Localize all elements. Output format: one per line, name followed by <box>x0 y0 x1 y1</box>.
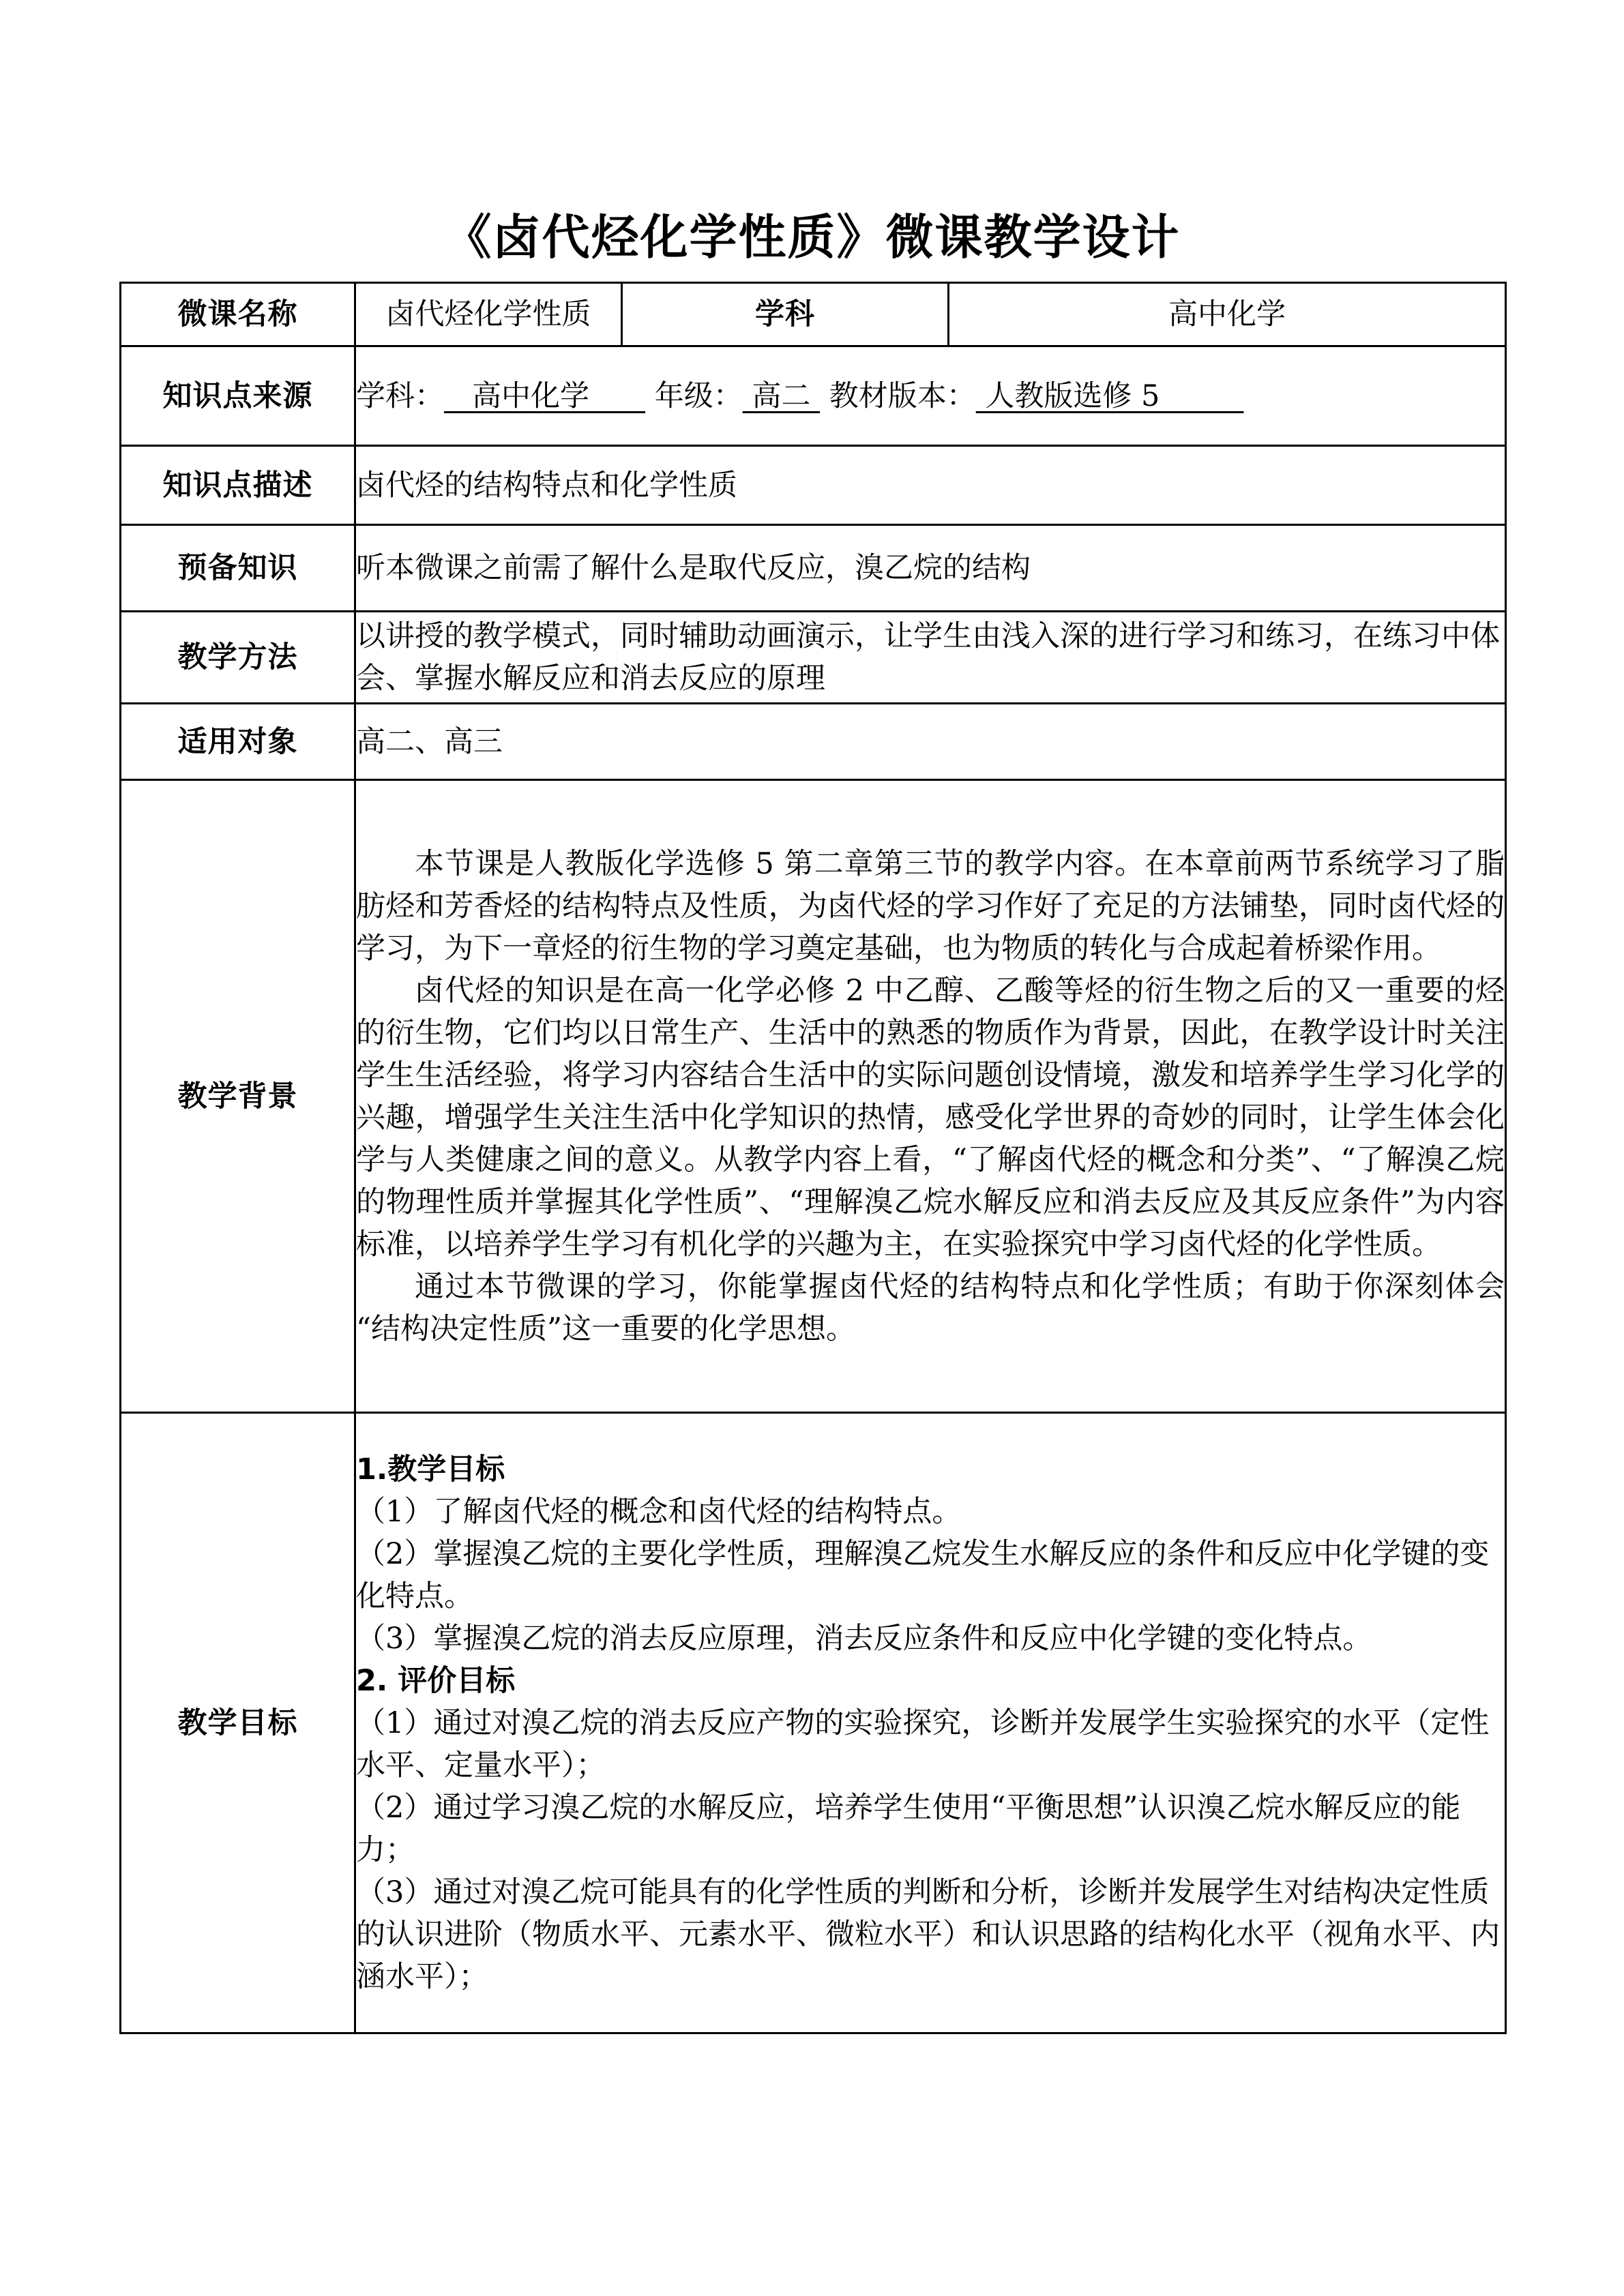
prerequisite-value: 听本微课之前需了解什么是取代反应，溴乙烷的结构 <box>355 525 1506 612</box>
row-name <box>121 283 1506 346</box>
document-title: 《卤代烃化学性质》微课教学设计 <box>443 209 1181 265</box>
source-label: 知识点来源 <box>121 346 355 446</box>
objective-item: （2）掌握溴乙烷的主要化学性质，理解溴乙烷发生水解反应的条件和反应中化学键的变化特点。 <box>356 1536 1490 1613</box>
source-textbook-prefix: 教材版本： <box>820 378 976 413</box>
method-label: 教学方法 <box>121 612 355 704</box>
background-paragraph: 本节课是人教版化学选修 5 第二章第三节的教学内容。在本章前两节系统学习了脂肪烃和芳香烃的结构特点及性质，为卤代烃的学习作好了充足的方法铺垫，同时卤代烃的学习，为下一章烃的衍生物的学习奠定基础，也为物质的转化与合成起着桥梁作用。 <box>356 846 1505 966</box>
row-objectives <box>121 1413 1506 2033</box>
objectives-heading-evaluation: 2. 评价目标 <box>356 1663 516 1698</box>
name-label: 微课名称 <box>121 283 355 346</box>
source-grade-value: 高二 <box>742 378 821 413</box>
row-audience <box>121 704 1506 780</box>
objectives-label: 教学目标 <box>121 1413 355 2033</box>
description-label: 知识点描述 <box>121 446 355 525</box>
evaluation-item: （1）通过对溴乙烷的消去反应产物的实验探究，诊断并发展学生实验探究的水平（定性水平、定量水平）； <box>356 1705 1490 1783</box>
objectives-content <box>355 1413 1506 2033</box>
audience-label: 适用对象 <box>121 704 355 780</box>
row-prerequisite <box>121 525 1506 612</box>
objective-item: （3）掌握溴乙烷的消去反应原理，消去反应条件和反应中化学键的变化特点。 <box>356 1621 1372 1656</box>
background-content <box>355 780 1506 1413</box>
evaluation-item: （3）通过对溴乙烷可能具有的化学性质的判断和分析，诊断并发展学生对结构决定性质的认识进阶（物质水平、元素水平、微粒水平）和认识思路的结构化水平（视角水平、内涵水平）； <box>356 1875 1500 1994</box>
source-content <box>355 346 1506 446</box>
source-subject-value: 高中化学 <box>444 378 646 413</box>
source-subject-prefix: 学科： <box>356 378 444 413</box>
subject-value: 高中化学 <box>949 283 1506 346</box>
objective-item: （1）了解卤代烃的概念和卤代烃的结构特点。 <box>356 1494 962 1529</box>
row-source <box>121 346 1506 446</box>
lesson-design-table <box>119 282 1507 2034</box>
audience-value: 高二、高三 <box>355 704 1506 780</box>
row-background <box>121 780 1506 1413</box>
description-value: 卤代烃的结构特点和化学性质 <box>355 446 1506 525</box>
row-description <box>121 446 1506 525</box>
evaluation-item: （2）通过学习溴乙烷的水解反应，培养学生使用“平衡思想”认识溴乙烷水解反应的能力； <box>356 1790 1461 1867</box>
background-paragraph: 卤代烃的知识是在高一化学必修 2 中乙醇、乙酸等烃的衍生物之后的又一重要的烃的衍生物，它们均以日常生产、生活中的熟悉的物质作为背景，因此，在教学设计时关注学生生活经验，将学习内容结合生活中的实际问题创设情境，激发和培养学生学习化学的兴趣，增强学生关注生活中化学知识的热情，感受化学世界的奇妙的同时，让学生体会化学与人类健康之间的意义。从教学内容上看，“了解卤代烃的概念和分类”、“了解溴乙烷的物理性质并掌握其化学性质”、“理解溴乙烷水解反应和消去反应及其反应条件”为内容标准，以培养学生学习有机化学的兴趣为主，在实验探究中学习卤代烃的化学性质。 <box>356 973 1505 1262</box>
source-grade-prefix: 年级： <box>645 378 743 413</box>
row-method <box>121 612 1506 704</box>
prerequisite-label: 预备知识 <box>121 525 355 612</box>
name-value: 卤代烃化学性质 <box>355 283 622 346</box>
background-paragraph: 通过本节微课的学习，你能掌握卤代烃的结构特点和化学性质；有助于你深刻体会 “结构决定性质”这一重要的化学思想。 <box>356 1269 1505 1346</box>
objectives-heading-teaching: 1.教学目标 <box>356 1452 505 1487</box>
subject-label: 学科 <box>622 283 949 346</box>
background-label: 教学背景 <box>121 780 355 1413</box>
source-textbook-value: 人教版选修 5 <box>975 378 1244 413</box>
method-value: 以讲授的教学模式，同时辅助动画演示，让学生由浅入深的进行学习和练习，在练习中体会、掌握水解反应和消去反应的原理 <box>355 612 1506 704</box>
